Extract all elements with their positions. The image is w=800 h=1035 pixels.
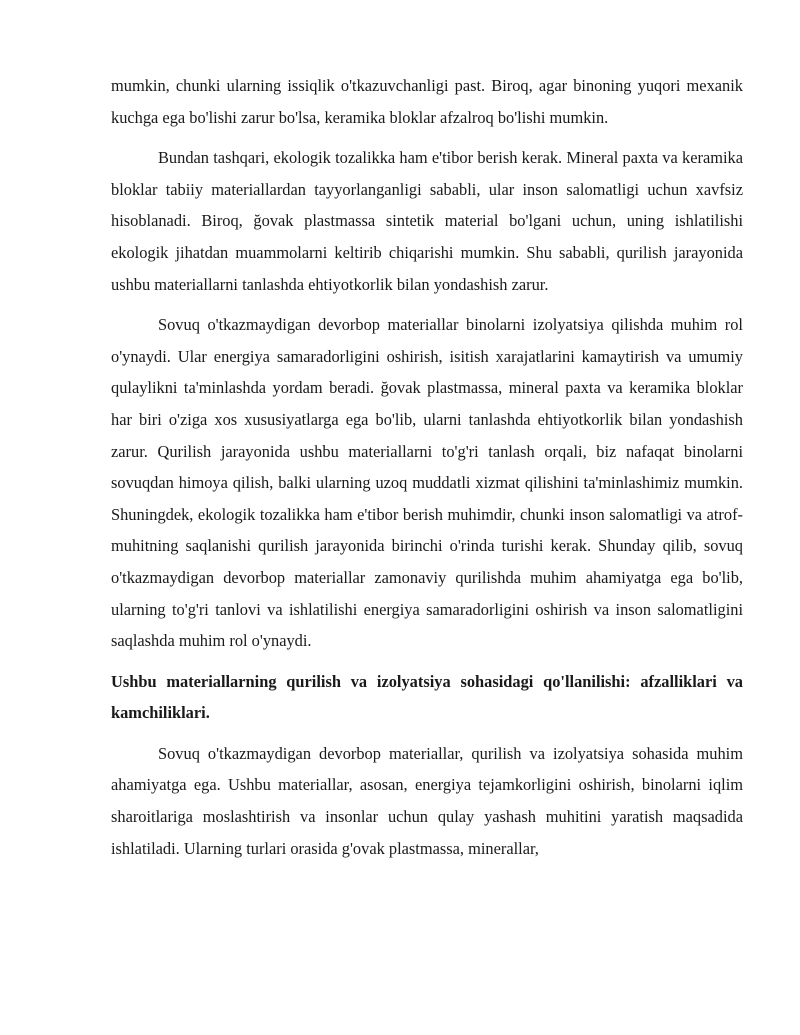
section-heading: Ushbu materiallarning qurilish va izolyatsiya sohasidagi qo'llanilishi: afzalliklari va kamchiliklari.	[111, 671, 743, 723]
paragraph-continuation: mumkin, chunki ularning issiqlik o'tkazuvchanligi past. Biroq, agar binoning yuqori mexanik kuchga ega bo'lishi zarur bo'lsa, keramika bloklar afzalroq bo'lishi mumkin.	[111, 76, 743, 127]
paragraph-summary: Sovuq o'tkazmaydigan devorbop materiallar binolarni izolyatsiya qilishda muhim rol o'ynaydi. Ular energiya samaradorligini oshirish, isitish xarajatlarini kamaytirish va umumiy qulaylikni ta'minlashda yordam beradi. ğovak plastmassa, mineral paxta va keramika bloklar har biri o'ziga xos xususiyatlarga ega bo'lib, ularni tanlashda ehtiyotkorlik bilan yondashish zarur. Qurilish jarayonida ushbu materiallarni to'g'ri tanlash orqali, biz nafaqat binolarni sovuqdan himoya qilish, balki ularning uzoq muddatli xizmat qilishini ta'minlashimiz mumkin. Shuningdek, ekologik tozalikka ham e'tibor berish muhimdir, chunki inson salomatligi va atrof-muhitning saqlanishi qurilish jarayonida birinchi o'rinda turishi kerak. Shunday qilib, sovuq o'tkazmaydigan devorbop materiallar zamonaviy qurilishda muhim ahamiyatga ega bo'lib, ularning to'g'ri tanlovi va ishlatilishi energiya samaradorligini oshirish va inson salomatligini saqlashda muhim rol o'ynaydi.	[111, 315, 743, 651]
paragraph-ecology: Bundan tashqari, ekologik tozalikka ham e'tibor berish kerak. Mineral paxta va keramika bloklar tabiiy materiallardan tayyorlanganligi sababli, ular inson salomatligi uchun xavfsiz hisoblanadi. Biroq, ğovak plastmassa sintetik material bo'lgani uchun, uning ishlatilishi ekologik jihatdan muammolarni keltirib chiqarishi mumkin. Shu sababli, qurilish jarayonida ushbu materiallarni tanlashda ehtiyotkorlik bilan yondashish zarur.	[111, 148, 743, 294]
document-page	[111, 70, 743, 864]
paragraph-section-intro: Sovuq o'tkazmaydigan devorbop materiallar, qurilish va izolyatsiya sohasida muhim ahamiyatga ega. Ushbu materiallar, asosan, energiya tejamkorligini oshirish, binolarni iqlim sharoitlariga moslashtirish va insonlar uchun qulay yashash muhitini yaratish maqsadida ishlatiladi. Ularning turlari orasida g'ovak plastmassa, minerallar,	[111, 743, 743, 858]
